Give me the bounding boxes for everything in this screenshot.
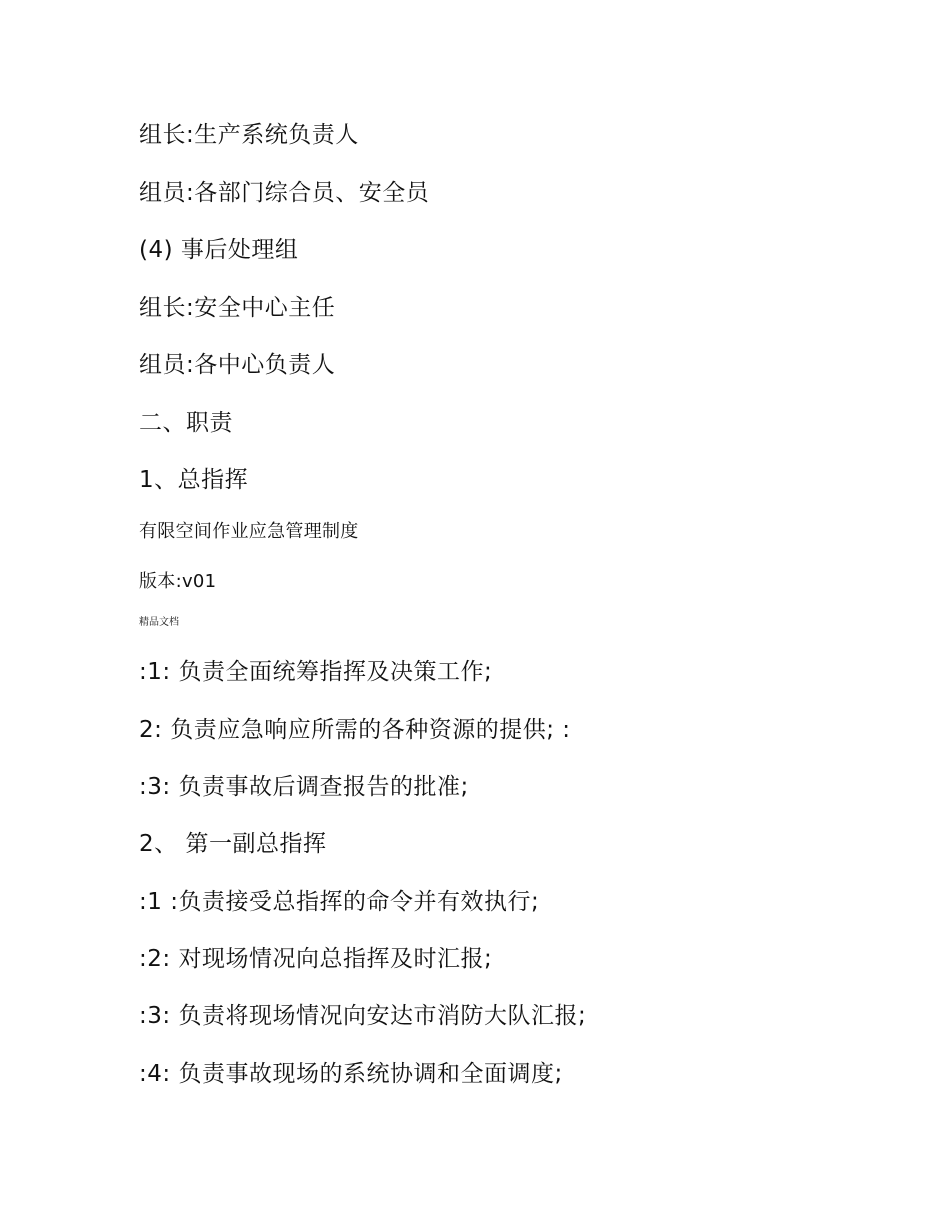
- document-title: 有限空间作业应急管理制度: [139, 521, 359, 542]
- duty-item: :4: 负责事故现场的系统协调和全面调度;: [139, 1061, 563, 1087]
- duty-item: :2: 对现场情况向总指挥及时汇报;: [139, 946, 493, 972]
- section-heading-aftermath-team: (4) 事后处理组: [139, 237, 299, 263]
- team-member-line-departments: 组员:各部门综合员、安全员: [139, 180, 430, 206]
- team-member-line-centers: 组员:各中心负责人: [139, 352, 336, 378]
- team-leader-line-production: 组长:生产系统负责人: [139, 122, 359, 148]
- team-leader-line-safety: 组长:安全中心主任: [139, 295, 336, 321]
- duty-item: :1: 负责全面统筹指挥及决策工作;: [139, 659, 493, 685]
- subsection-heading-deputy-commander: 2、 第一副总指挥: [139, 831, 327, 857]
- duty-item: :3: 负责将现场情况向安达市消防大队汇报;: [139, 1003, 587, 1029]
- document-version: 版本:v01: [139, 571, 217, 592]
- section-heading-duties: 二、职责: [139, 410, 233, 436]
- duty-item: :3: 负责事故后调查报告的批准;: [139, 774, 469, 800]
- watermark-label: 精品文档: [139, 617, 179, 628]
- duty-item: :1 :负责接受总指挥的命令并有效执行;: [139, 889, 540, 915]
- subsection-heading-commander: 1、总指挥: [139, 467, 249, 493]
- duty-item: 2: 负责应急响应所需的各种资源的提供; :: [139, 717, 571, 743]
